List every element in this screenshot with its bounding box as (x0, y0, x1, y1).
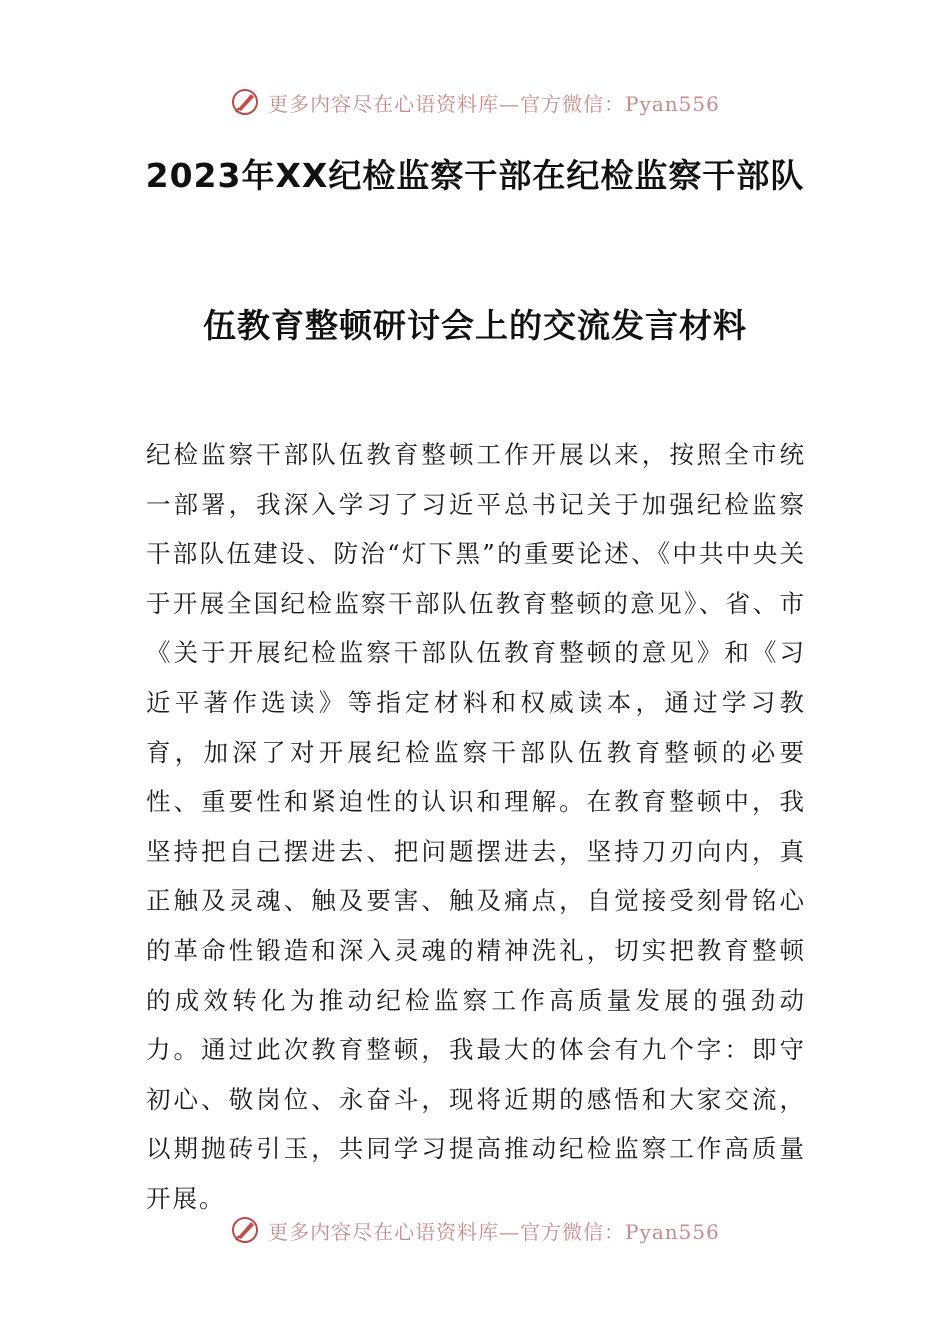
header-banner (0, 82, 950, 122)
header-banner-text: 更多内容尽在心语资料库—官方微信：Pyan556 (268, 91, 720, 116)
quill-pen-logo-icon (230, 1215, 260, 1245)
footer-banner-text: 更多内容尽在心语资料库—官方微信：Pyan556 (268, 1219, 720, 1244)
quill-pen-logo-icon (230, 87, 260, 117)
body-paragraph: 纪检监察干部队伍教育整顿工作开展以来，按照全市统一部署，我深入学习了习近平总书记关于加强纪检监察干部队伍建设、防治“灯下黑”的重要论述、《中共中央关于开展全国纪检监察干部队伍教育整顿的意见》、省、市《关于开展纪检监察干部队伍教育整顿的意见》和《习近平著作选读》等指定材料和权威读本，通过学习教育，加深了对开展纪检监察干部队伍教育整顿的必要性、重要性和紧迫性的认识和理解。在教育整顿中，我坚持把自己摆进去、把问题摆进去，坚持刀刃向内，真正触及灵魂、触及要害、触及痛点，自觉接受刻骨铭心的革命性锻造和深入灵魂的精神洗礼，切实把教育整顿的成效转化为推动纪检监察工作高质量发展的强劲动力。通过此次教育整顿，我最大的体会有九个字：即守初心、敬岗位、永奋斗，现将近期的感悟和大家交流，以期抛砖引玉，共同学习提高推动纪检监察工作高质量开展。 (146, 440, 806, 1213)
footer-banner (0, 1210, 950, 1250)
document-title-line-1: 2023年XX纪检监察干部在纪检监察干部队 (145, 156, 805, 195)
document-title-line-2: 伍教育整顿研讨会上的交流发言材料 (203, 306, 747, 345)
